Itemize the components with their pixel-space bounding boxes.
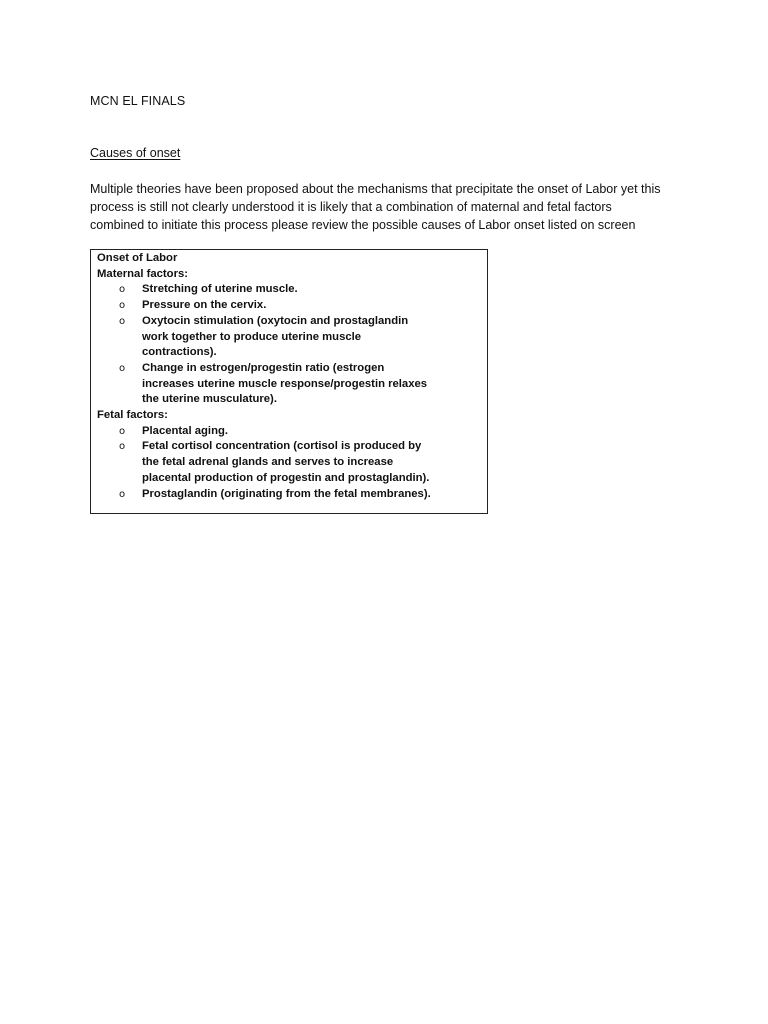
document-title: MCN EL FINALS [90,94,186,108]
intro-paragraph [90,180,700,234]
list-item-text: Placental aging. [142,424,229,437]
list-item-text: Change in estrogen/progestin ratio (estrogen [142,361,385,374]
maternal-factors-heading: Maternal factors: [97,267,189,280]
list-item-text: Prostaglandin (originating from the fetal membranes). [142,487,431,500]
list-item [97,282,472,298]
list-item [97,439,472,486]
list-item [97,298,472,314]
bullet-circle-icon: o [119,315,126,327]
section-heading: Causes of onset [90,146,181,160]
list-item-text: placental production of progestin and prostaglandin). [142,471,430,484]
bullet-circle-icon: o [119,362,126,374]
fetal-factors-list [97,424,487,503]
list-item [97,314,472,361]
list-item-text: Oxytocin stimulation (oxytocin and prostaglandin [142,314,409,327]
list-item-text: contractions). [142,346,217,359]
box-title: Onset of Labor [97,252,178,264]
list-item-text: Fetal cortisol concentration (cortisol is produced by [142,440,422,453]
bullet-circle-icon: o [119,425,126,437]
bullet-circle-icon: o [119,300,126,312]
list-item-text: increases uterine muscle response/progestin relaxes [142,377,428,390]
onset-of-labor-box [90,249,488,514]
intro-line: process is still not clearly understood it is likely that a combination of maternal and fetal factors [90,200,612,214]
bullet-circle-icon: o [119,441,126,453]
list-item [97,487,472,503]
list-item [97,424,472,440]
list-item [97,361,472,408]
intro-line: Multiple theories have been proposed about the mechanisms that precipitate the onset of Labor yet this [90,182,661,196]
bullet-circle-icon: o [119,488,126,500]
list-item-text: Stretching of uterine muscle. [142,283,298,296]
list-item-text: work together to produce uterine muscle [142,330,362,343]
list-item-text: the uterine musculature). [142,393,277,406]
maternal-factors-list [97,282,487,408]
intro-line: combined to initiate this process please review the possible causes of Labor onset listed on screen [90,218,636,232]
list-item-text: the fetal adrenal glands and serves to increase [142,456,394,469]
list-item-text: Pressure on the cervix. [142,299,267,312]
fetal-factors-heading: Fetal factors: [97,409,168,422]
bullet-circle-icon: o [119,284,126,296]
